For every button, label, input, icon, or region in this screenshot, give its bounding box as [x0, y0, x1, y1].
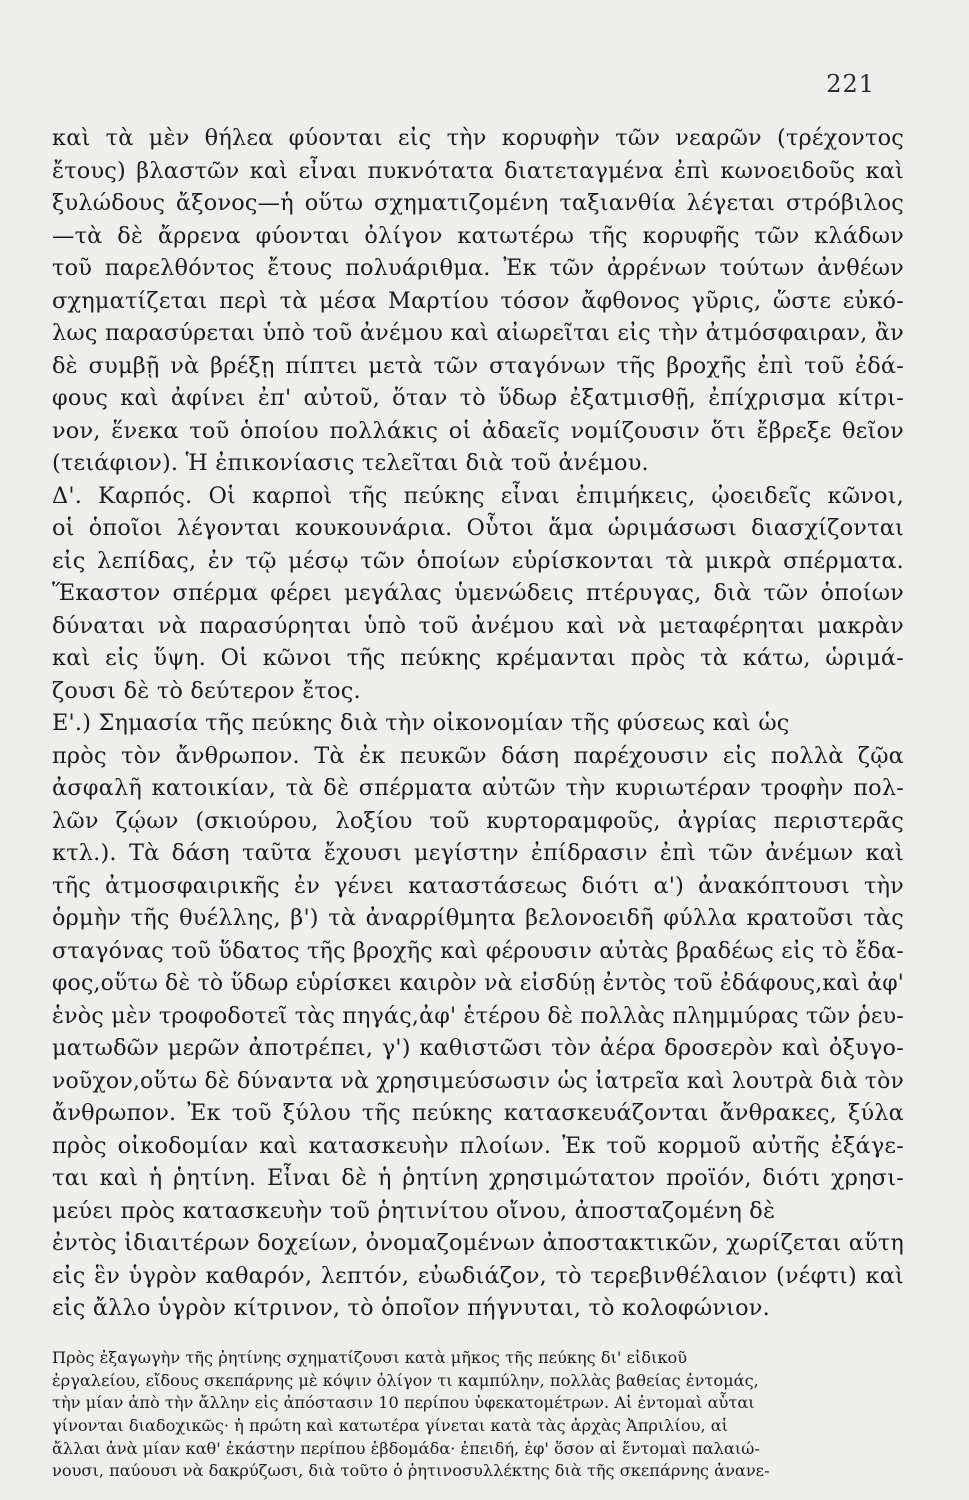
text-line: [52, 1227, 904, 1260]
text-line-content: ἄνθρωπον. Ἐκ τοῦ ξύλου τῆς πεύκης κατασκευάζονται ἄνθρακες, ξύλα: [52, 1100, 904, 1126]
text-line-content: σταγόνας τοῦ ὕδατος τῆς βροχῆς καὶ φέρουσιν αὐτὰς βραδέως εἰς τὸ ἔδα-: [52, 937, 904, 964]
text-line-content: νοῦχον,οὕτω δὲ δύναντα νὰ χρησιμεύσωσιν ὡς ἰατρεῖα καὶ λουτρὰ διὰ τὸν: [52, 1067, 904, 1094]
text-line-content: ὁρμὴν τῆς θυέλλης, β') τὰ ἀναρρίθμητα βελονοειδῆ φύλλα κρατοῦσι τὰς: [52, 905, 904, 931]
text-line: [52, 220, 904, 253]
text-line-content: ται καὶ ἡ ῥητίνη. Εἶναι δὲ ἡ ῥητίνη χρησιμώτατον προϊόν, διότι χρησι-: [52, 1165, 904, 1191]
footnote-line-content: τὴν μίαν ἀπὸ τὴν ἄλλην εἰς ἀπόστασιν 10 περίπου ὑφεκατομέτρων. Αἱ ἐντομαὶ αὗται: [52, 1393, 755, 1413]
text-line: [52, 610, 904, 643]
text-line: [52, 415, 904, 448]
text-line: [52, 675, 904, 708]
text-line-content: ἐντὸς ἰδιαιτέρων δοχείων, ὀνομαζομένων ἀποστακτικῶν, χωρίζεται αὕτη: [52, 1230, 904, 1256]
text-line: [52, 545, 904, 578]
text-line-content: λως παρασύρεται ὑπὸ τοῦ ἀνέμου καὶ αἰωρεῖται εἰς τὴν ἀτμόσφαιραν, ἂν: [52, 320, 904, 346]
text-line-content: σχηματίζεται περὶ τὰ μέσα Μαρτίου τόσον ἄφθονος γῦρις, ὥστε εὐκό-: [52, 287, 904, 314]
text-line: [52, 740, 904, 773]
text-line: [52, 1130, 904, 1163]
text-line: [52, 935, 904, 968]
text-line: [52, 837, 904, 870]
text-line: [52, 155, 904, 188]
text-line: [52, 1162, 904, 1195]
text-line: [52, 870, 904, 903]
main-text: [52, 122, 904, 1325]
text-line-content: δὲ συμβῇ νὰ βρέξῃ πίπτει μετὰ τῶν σταγόνων τῆς βροχῆς ἐπὶ τοῦ ἐδά-: [52, 352, 904, 379]
footnote-line-content: γίνονται διαδοχικῶς· ἡ πρώτη καὶ κατωτέρα γίνεται κατὰ τὰς ἀρχὰς Ἀπριλίου, αἱ: [52, 1416, 729, 1436]
footnote-line: [52, 1347, 904, 1370]
text-line: [52, 285, 904, 318]
text-line: [52, 577, 904, 610]
text-line-content: Ἕκαστον σπέρμα φέρει μεγάλας ὑμενώδεις πτέρυγας, διὰ τῶν ὁποίων: [52, 580, 904, 606]
footnote-line: [52, 1370, 904, 1393]
text-line: [52, 187, 904, 220]
text-line: [52, 317, 904, 350]
text-line: [52, 1195, 904, 1228]
text-line: [52, 902, 904, 935]
footnote-line-content: Πρὸς ἐξαγωγὴν τῆς ῥητίνης σχηματίζουσι κατὰ μῆκος τῆς πεύκης δι' εἰδικοῦ: [52, 1348, 688, 1367]
text-line-content: εἰς ἓν ὑγρὸν καθαρόν, λεπτόν, εὐωδιάζον, τὸ τερεβινθέλαιον (νέφτι) καὶ: [52, 1262, 904, 1289]
text-line: [52, 382, 904, 415]
footnote-line: [52, 1415, 904, 1438]
text-line-content: τῆς ἀτμοσφαιρικῆς ἐν γένει καταστάσεως διότι α') ἀνακόπτουσι τὴν: [52, 872, 904, 899]
text-line: [52, 967, 904, 1000]
text-line-content: —τὰ δὲ ἄρρενα φύονται ὀλίγον κατωτέρω τῆς κορυφῆς τῶν κλάδων: [52, 222, 904, 249]
text-line-content: κτλ.). Τὰ δάση ταῦτα ἔχουσι μεγίστην ἐπίδρασιν ἐπὶ τῶν ἀνέμων καὶ: [52, 840, 904, 866]
text-line-content: μεύει πρὸς κατασκευὴν τοῦ ῥητινίτου οἴνου, ἀποσταζομένη δὲ: [52, 1197, 776, 1224]
text-line: [52, 1260, 904, 1293]
text-line: [52, 480, 904, 513]
text-line: [52, 350, 904, 383]
text-line: [52, 1292, 904, 1325]
text-line-content: φος,οὕτω δὲ τὸ ὕδωρ εὑρίσκει καιρὸν νὰ εἰσδύῃ ἐντὸς τοῦ ἐδάφους,καὶ ἀφ': [52, 970, 904, 996]
footnote-text: [52, 1347, 904, 1483]
text-line-content: εἰς ἄλλο ὑγρὸν κίτρινον, τὸ ὁποῖον πήγνυται, τὸ κολοφώνιον.: [52, 1295, 770, 1321]
text-line-content: ἑνὸς μὲν τροφοδοτεῖ τὰς πηγάς,ἀφ' ἑτέρου δὲ πολλὰς πλημμύρας τῶν ῥευ-: [52, 1002, 904, 1029]
text-line: [52, 512, 904, 545]
text-line-content: καὶ εἰς ὕψη. Οἱ κῶνοι τῆς πεύκης κρέμανται πρὸς τὰ κάτω, ὡριμά-: [52, 645, 904, 671]
text-line: [52, 252, 904, 285]
text-line: [52, 122, 904, 155]
text-line-content: ἔτους) βλαστῶν καὶ εἶναι πυκνότατα διατεταγμένα ἐπὶ κωνοειδοῦς καὶ: [52, 157, 904, 184]
text-line-content: ξυλώδους ἄξονος—ἡ οὕτω σχηματιζομένη ταξιανθία λέγεται στρόβιλος: [52, 190, 904, 216]
footnote-line-content: ἄλλαι ἀνὰ μίαν καθ' ἑκάστην περίπου ἑβδομάδα· ἐπειδή, ἐφ' ὅσον αἱ ἔντομαὶ παλαιώ-: [52, 1438, 760, 1458]
footnote-line-content: νουσι, παύουσι νὰ δακρύζωσι, διὰ τοῦτο ὁ ῥητινοσυλλέκτης διὰ τῆς σκεπάρνης ἀνανε-: [52, 1461, 770, 1481]
footnote-line: [52, 1438, 904, 1461]
text-line-content: νον, ἕνεκα τοῦ ὁποίου πολλάκις οἱ ἀδαεῖς νομίζουσιν ὅτι ἔβρεξε θεῖον: [52, 417, 904, 444]
text-line-content: ζουσι δὲ τὸ δεύτερον ἔτος.: [52, 677, 361, 704]
text-line: [52, 707, 904, 740]
text-line: [52, 1000, 904, 1033]
text-line: [52, 772, 904, 805]
text-line-content: Δ'. Καρπός. Οἱ καρποὶ τῆς πεύκης εἶναι ἐπιμήκεις, ᾠοειδεῖς κῶνοι,: [52, 482, 904, 509]
text-line: [52, 805, 904, 838]
text-line-content: πρὸς οἰκοδομίαν καὶ κατασκευὴν πλοίων. Ἐκ τοῦ κορμοῦ αὐτῆς ἐξάγε-: [52, 1132, 904, 1159]
text-line: [52, 642, 904, 675]
text-line-content: εἰς λεπίδας, ἐν τῷ μέσῳ τῶν ὁποίων εὑρίσκονται τὰ μικρὰ σπέρματα.: [52, 547, 904, 574]
text-line: [52, 447, 904, 480]
text-line-content: οἱ ὁποῖοι λέγονται κουκουνάρια. Οὗτοι ἅμα ὡριμάσωσι διασχίζονται: [52, 515, 904, 541]
text-line: [52, 1065, 904, 1098]
footnote-line: [52, 1392, 904, 1415]
text-line-content: καὶ τὰ μὲν θήλεα φύονται εἰς τὴν κορυφὴν τῶν νεαρῶν (τρέχοντος: [52, 125, 904, 151]
text-line-content: δύναται νὰ παρασύρηται ὑπὸ τοῦ ἀνέμου καὶ νὰ μεταφέρηται μακρὰν: [52, 612, 904, 639]
text-line-content: ματωδῶν μερῶν ἀποτρέπει, γ') καθιστῶσι τὸν ἀέρα δροσερὸν καὶ ὀξυγο-: [52, 1035, 904, 1061]
text-line-content: λῶν ζῴων (σκιούρου, λοξίου τοῦ κυρτοραμφοῦς, ἀγρίας περιστερᾶς: [52, 807, 904, 834]
footnote-line: [52, 1460, 904, 1483]
text-line-content: πρὸς τὸν ἄνθρωπον. Τὰ ἐκ πευκῶν δάση παρέχουσιν εἰς πολλὰ ζῷα: [52, 742, 904, 769]
text-line-content: (τειάφιον). Ἡ ἐπικονίασις τελεῖται διὰ τοῦ ἀνέμου.: [52, 450, 649, 476]
page-number: 221: [826, 70, 875, 98]
text-line-content: ἀσφαλῆ κατοικίαν, τὰ δὲ σπέρματα αὐτῶν τὴν κυριωτέραν τροφὴν πολ-: [52, 775, 904, 801]
text-line-content: Ε'.) Σημασία τῆς πεύκης διὰ τὴν οἰκονομίαν τῆς φύσεως καὶ ὡς: [52, 710, 790, 736]
text-line: [52, 1032, 904, 1065]
text-line-content: τοῦ παρελθόντος ἔτους πολυάριθμα. Ἐκ τῶν ἀρρένων τούτων ἀνθέων: [52, 255, 904, 281]
text-line: [52, 1097, 904, 1130]
text-line-content: φους καὶ ἀφίνει ἐπ' αὐτοῦ, ὅταν τὸ ὕδωρ ἐξατμισθῇ, ἐπίχρισμα κίτρι-: [52, 385, 904, 411]
footnote-line-content: ἐργαλείου, εἴδους σκεπάρνης μὲ κόψιν ὀλίγον τι καμπύλην, πολλὰς βαθείας ἐντομάς,: [52, 1370, 759, 1390]
